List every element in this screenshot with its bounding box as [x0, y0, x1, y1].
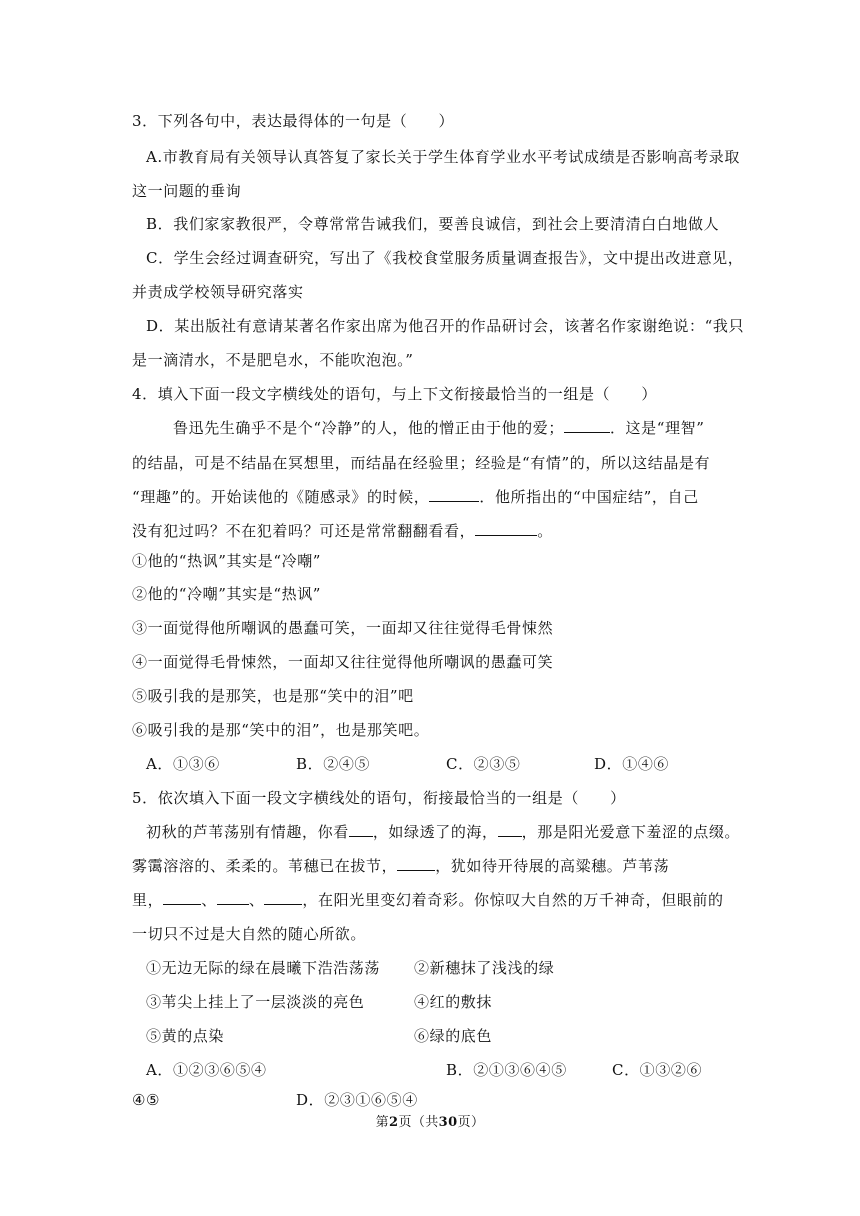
blank-line	[475, 521, 537, 536]
q4-passage-text: 。	[537, 522, 553, 540]
q3-option-c-line1: C．学生会经过调查研究，写出了《我校食堂服务质量调查报告》，文中提出改进意见，	[146, 249, 744, 267]
q5-passage-text: ，那是阳光爱意下羞涩的点缀。	[521, 823, 741, 841]
q4-choice-d: D．①④⑥	[594, 755, 670, 773]
q4-passage-text: 没有犯过吗？不在犯着吗？可还是常常翻翻看看，	[132, 522, 476, 540]
q4-item-3: ③一面觉得他所嘲讽的愚蠢可笑，一面却又往往觉得毛骨悚然	[132, 619, 554, 637]
q5-choice-c-line2: ④⑤	[132, 1091, 161, 1109]
q5-choice-d: D．②③①⑥⑤④	[296, 1091, 418, 1109]
q5-choice-b: B．②①③⑥④⑤	[446, 1061, 567, 1079]
blank-line	[163, 890, 201, 905]
q5-passage-line3	[132, 890, 724, 910]
q5-item-1: ①无边无际的绿在晨曦下浩浩荡荡	[146, 959, 381, 977]
blank-line	[349, 822, 373, 837]
q3-option-d-line1: D．某出版社有意请某著名作家出席为他召开的作品研讨会，该著名作家谢绝说：“我只	[146, 317, 745, 335]
q4-passage-line4	[132, 521, 553, 541]
blank-line	[264, 890, 302, 905]
q5-passage-text: 里，	[132, 891, 164, 909]
q3-option-b: B．我们家家教很严，令尊常常告诫我们，要善良诚信，到社会上要清清白白地做人	[146, 215, 720, 233]
q5-passage-text: 、	[248, 891, 265, 909]
q5-choice-c-line1: C．①③②⑥	[612, 1061, 703, 1079]
footer-text: 第	[375, 1115, 390, 1130]
q4-item-1: ①他的“热讽”其实是“冷嘲”	[132, 552, 322, 570]
q3-option-a-line1: A.市教育局有关领导认真答复了家长关于学生体育学业水平考试成绩是否影响高考录取	[146, 148, 741, 166]
blank-line	[429, 487, 479, 502]
q5-passage-line4: 一切只不过是大自然的随心所欲。	[132, 925, 367, 943]
q4-passage-text: ．这是“理智”	[609, 419, 705, 437]
footer-text: 页（共	[398, 1115, 439, 1130]
q3-option-d-line2: 是一滴清水，不是肥皂水，不能吹泡泡。”	[132, 351, 414, 369]
blank-line	[397, 856, 435, 871]
q3-option-a-line2: 这一问题的垂询	[132, 182, 242, 200]
q4-passage-line2: 的结晶，可是不结晶在冥想里，而结晶在经验里；经验是“有情”的，所以这结晶是有	[132, 454, 711, 472]
q4-choice-b: B．②④⑤	[296, 755, 371, 773]
q4-passage-text: 鲁迅先生确乎不是个“冷静”的人，他的憎正由于他的爱；	[173, 419, 564, 437]
q3-option-c-line2: 并责成学校领导研究落实	[132, 283, 304, 301]
q4-choice-a: A．①③⑥	[146, 755, 220, 773]
q5-item-6: ⑥绿的底色	[414, 1027, 493, 1045]
q4-choice-c: C．②③⑤	[446, 755, 521, 773]
q5-passage-text: ，犹如待开待展的高粱穗。芦苇荡	[435, 857, 670, 875]
q5-passage-text: 初秋的芦苇荡别有情趣，你看	[146, 823, 349, 841]
q4-item-5: ⑤吸引我的是那笑，也是那“笑中的泪”吧	[132, 687, 414, 705]
q5-passage-line2	[132, 856, 669, 876]
q5-item-3: ③苇尖上挂上了一层淡淡的亮色	[146, 993, 365, 1011]
q4-passage-line1	[173, 418, 705, 438]
q4-item-2: ②他的“冷嘲”其实是“热讽”	[132, 585, 322, 603]
q5-passage-text: 、	[201, 891, 217, 909]
blank-line	[217, 890, 249, 905]
q5-item-4: ④红的敷抹	[414, 993, 493, 1011]
footer-text: 页）	[457, 1115, 485, 1130]
page-number: 2	[389, 1115, 399, 1130]
q4-item-4: ④一面觉得毛骨悚然，一面却又往往觉得他所嘲讽的愚蠢可笑	[132, 653, 554, 671]
q4-item-6: ⑥吸引我的是那“笑中的泪”，也是那笑吧。	[132, 721, 430, 739]
q5-item-2: ②新穗抹了浅浅的绿	[414, 959, 555, 977]
q5-passage-text: ，在阳光里变幻着奇彩。你惊叹大自然的万千神奇，但眼前的	[302, 891, 724, 909]
page-footer	[0, 1111, 860, 1130]
q5-passage-text: ，如绿透了的海，	[372, 823, 498, 841]
q4-passage-line3	[132, 487, 699, 507]
q4-passage-text: “理趣”的。开始读他的《随感录》的时候，	[132, 488, 430, 506]
q3-stem: 3．下列各句中，表达最得体的一句是（ ）	[132, 112, 455, 130]
page-total: 30	[438, 1115, 458, 1130]
q5-item-5: ⑤黄的点染	[146, 1027, 225, 1045]
q5-passage-line1	[146, 822, 740, 842]
q4-passage-text: ．他所指出的“中国症结”，自己	[479, 488, 699, 506]
q4-stem: 4．填入下面一段文字横线处的语句，与上下文衔接最恰当的一组是（ ）	[132, 385, 657, 403]
q5-choice-a: A．①②③⑥⑤④	[146, 1061, 267, 1079]
blank-line	[498, 822, 522, 837]
q5-passage-text: 雾霭溶溶的、柔柔的。苇穗已在拔节，	[132, 857, 398, 875]
blank-line	[564, 418, 610, 433]
q5-stem: 5．依次填入下面一段文字横线处的语句，衔接最恰当的一组是（ ）	[132, 789, 626, 807]
